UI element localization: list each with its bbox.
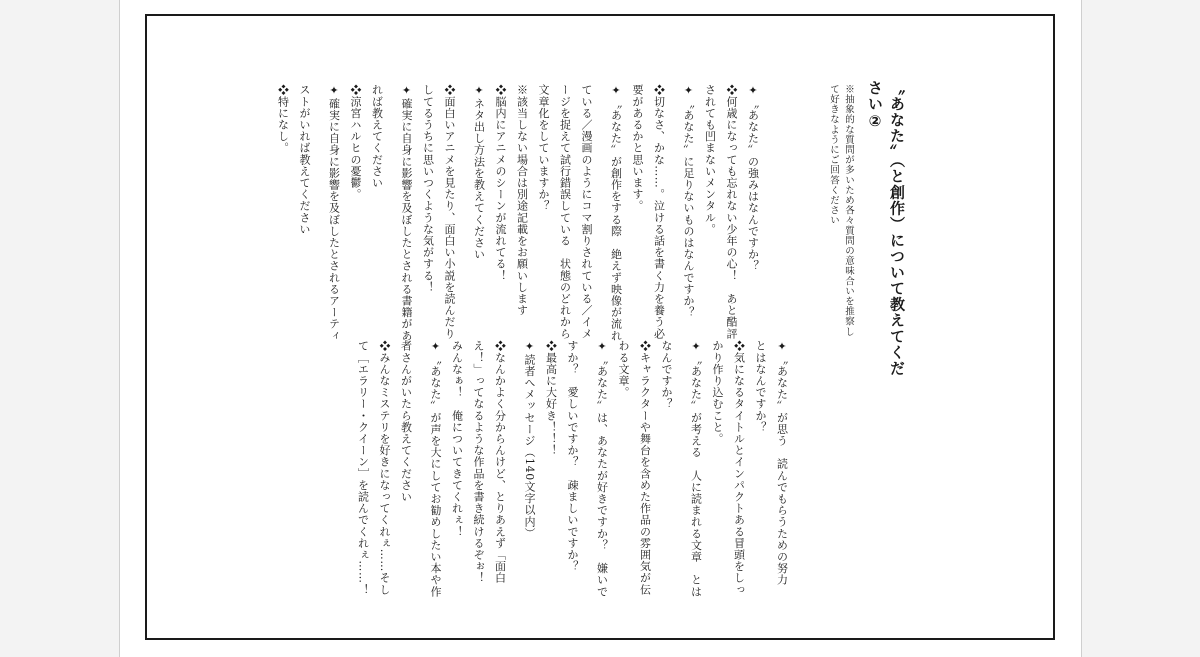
answer-note [826,84,856,384]
qa-line: ❖涼宮ハルヒの憂鬱。 [349,84,362,200]
qa-line: え！」ってなるような作品を書き続けるぞぉ！ [472,340,485,584]
page-title [864,80,908,380]
qa-line: ❖特になし。 [276,84,290,154]
qa-line: ストがいれば教えてください [298,84,311,235]
title-line: さい② [866,80,884,131]
qa-line: ❖みんなミステリを好きになってくれぇ……そし [378,340,391,596]
qa-line: してるうちに思いつくような気がする！ [421,84,435,293]
qa-line: とはなんですか？ [754,340,767,433]
qa-line: ✦確実に自身に影響を及ぼしたとされるアーティ [327,84,341,342]
qa-line: わる文章。 [617,340,630,398]
qa-line: ✦確実に自身に影響を及ぼしたとされる書籍があ [400,84,413,342]
qa-line: ✦〝あなた〟が考える 人に読まれる文章 とは [689,340,703,598]
qa-line: ❖脳内にアニメのシーンが流れてる！ [494,84,507,282]
qa-line: 要があるかと思います。 [631,84,644,212]
qa-line: ✦〝あなた〟は、あなたが好きですか？ 嫌いで [595,340,609,598]
qa-upper-tier [272,84,764,342]
qa-line: ❖気になるタイトルとインパクトある冒頭をしっ [732,340,746,596]
qa-line: すか？ 愛しいですか？ 疎ましいですか？ [566,340,579,572]
qa-line: ✦読者へメッセージ（140文字以内） [523,340,536,539]
qa-line: なんですか？ [660,340,673,410]
qa-line: ✦〝あなた〟が思う 読んでもらうための努力 [775,340,789,586]
qa-line: ❖何歳になっても忘れない少年の心！ あと酷評 [725,84,738,340]
qa-line: て［エラリー・クイーン］を読んでくれぇ……！ [356,340,370,596]
qa-line: ✦〝あなた〟が創作をする際 絶えず映像が流れ [609,84,623,342]
qa-line: ✦〝あなた〟に足りないものはなんですか？ [682,84,695,318]
qa-line: ❖最高に大好き！！！ [544,340,558,456]
qa-line: ❖切なさ、かな……。泣ける話を書く力を養う必 [652,84,666,340]
qa-line: ❖キャラクターや舞台を含めた作品の雰囲気が伝 [638,340,652,596]
qa-line: ❖面白いアニメを見たり、面白い小説を読んだり [443,84,456,340]
title-line: 〝あなた〟（と創作）について教えてくだ [888,80,906,377]
qa-line: ✦〝あなた〟の強みはなんですか？ [746,84,760,272]
qa-line: ※該当しない場合は別途記載をお願いします [515,84,529,316]
qa-line: れば教えてください [370,84,384,189]
qa-line: 者さんがいたら教えてください [399,340,413,503]
qa-line: ❖なんかよく分からんけど、とりあえず「面白 [493,340,507,584]
qa-line: されても凹まないメンタル。 [703,84,717,235]
qa-line: みんなぁ！ 俺についてきてくれぇ！ [450,340,464,538]
qa-line: かり作り込むこと。 [711,340,724,445]
qa-line: ✦〝あなた〟が声を大にしてお勧めしたい本や作 [429,340,442,598]
note-line: ※抽象的な質問が多いため各々質問の意味合いを推察し [843,84,854,337]
qa-line: ている／漫画のようにコマ割りされている／イメ [580,84,593,340]
note-line: て好きなようにご回答ください [828,84,839,226]
qa-line: ✦ネタ出し方法を教えてください [472,84,486,260]
qa-lower-tier [352,340,793,598]
qa-line: ージを捉えて試行錯誤している 状態のどれから [558,84,572,340]
qa-line: 文章化をしていますか？ [537,84,550,212]
